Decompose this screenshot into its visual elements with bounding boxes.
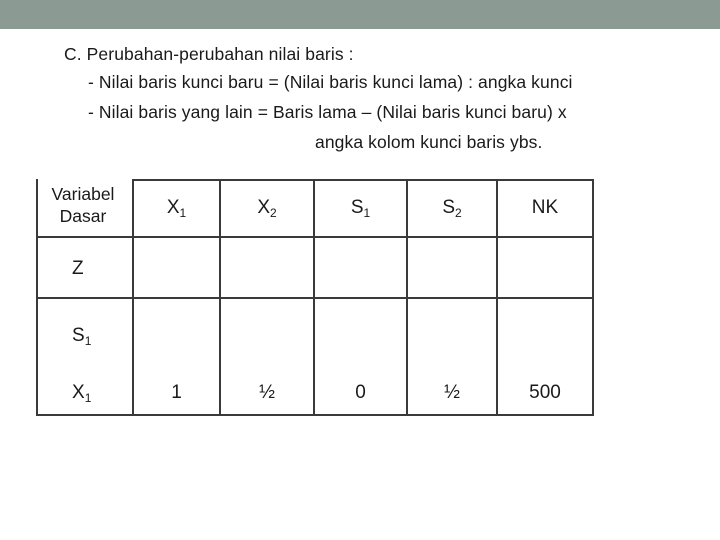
- rule-line-1: - Nilai baris kunci baru = (Nilai baris kunci lama) : angka kunci: [88, 72, 573, 92]
- table-line: [36, 236, 594, 238]
- column-header-s2: $S_2$: [442, 197, 462, 220]
- table-cell: 0: [355, 382, 366, 403]
- row-label-z: Z: [72, 258, 84, 279]
- top-banner: [0, 0, 720, 29]
- column-header-x2: $X_2$: [257, 197, 277, 220]
- table-cell: ½: [444, 382, 460, 403]
- rule-line-3: angka kolom kunci baris ybs.: [315, 132, 543, 152]
- row-label-s1: $S_1$: [72, 325, 92, 348]
- section-heading: C. Perubahan-perubahan nilai baris :: [64, 44, 354, 64]
- column-header-nk: NK: [531, 197, 559, 218]
- table-cell: 500: [529, 382, 561, 403]
- row-label-header: [36, 183, 130, 227]
- table-line: [36, 297, 594, 299]
- table-cell: 1: [171, 382, 182, 403]
- column-header-s1: $S_1$: [350, 197, 371, 220]
- table-cell: ½: [259, 382, 275, 403]
- row-label-x1: $X_1$: [72, 382, 92, 405]
- header-label-line: Dasar: [59, 206, 107, 226]
- header-label-line: Variabel: [51, 184, 115, 204]
- column-header-x1: $X_1$: [166, 197, 187, 220]
- table-line: [36, 414, 594, 416]
- table-line: [134, 179, 594, 181]
- rule-line-2: - Nilai baris yang lain = Baris lama – (Nilai baris kunci baru) x: [88, 102, 567, 122]
- simplex-table: [36, 179, 594, 416]
